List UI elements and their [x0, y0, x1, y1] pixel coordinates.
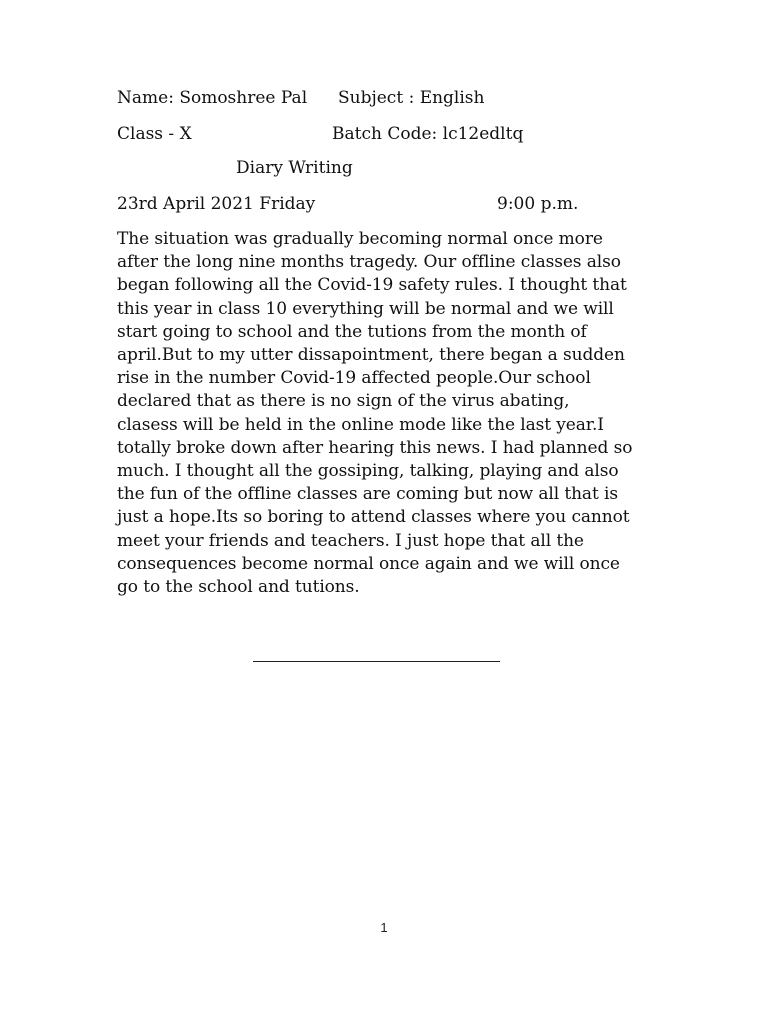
- body-line: began following all the Covid-19 safety rules. I thought that: [117, 275, 627, 296]
- body-line: just a hope.Its so boring to attend classes where you cannot: [117, 507, 630, 528]
- body-line: this year in class 10 everything will be normal and we will: [117, 298, 614, 319]
- body-line: start going to school and the tutions from the month of: [117, 321, 587, 342]
- signature-line: [253, 661, 500, 662]
- body-line: totally broke down after hearing this news. I had planned so: [117, 437, 633, 458]
- body-line: after the long nine months tragedy. Our offline classes also: [117, 252, 621, 273]
- body-line: go to the school and tutions.: [117, 577, 360, 598]
- diary-body: [117, 228, 662, 599]
- body-line: april.But to my utter dissapointment, there began a sudden: [117, 345, 625, 366]
- body-line: meet your friends and teachers. I just hope that all the: [117, 530, 584, 551]
- body-line: clasess will be held in the online mode like the last year.I: [117, 414, 604, 435]
- batch-code: Batch Code: lc12edltq: [332, 124, 524, 144]
- class-label: Class - X: [117, 124, 192, 144]
- entry-date: 23rd April 2021 Friday: [117, 194, 316, 214]
- entry-time: 9:00 p.m.: [497, 194, 579, 214]
- body-line: declared that as there is no sign of the virus abating,: [117, 391, 570, 412]
- page-number: 1: [380, 920, 388, 935]
- body-line: consequences become normal once again and we will once: [117, 553, 620, 574]
- body-line: The situation was gradually becoming normal once more: [117, 229, 603, 249]
- body-line: rise in the number Covid-19 affected people.Our school: [117, 368, 591, 389]
- body-line: the fun of the offline classes are coming but now all that is: [117, 484, 618, 505]
- body-line: much. I thought all the gossiping, talking, playing and also: [117, 461, 619, 482]
- subject: Subject : English: [338, 88, 485, 108]
- student-name: Name: Somoshree Pal: [117, 88, 308, 108]
- document-title: Diary Writing: [236, 158, 353, 178]
